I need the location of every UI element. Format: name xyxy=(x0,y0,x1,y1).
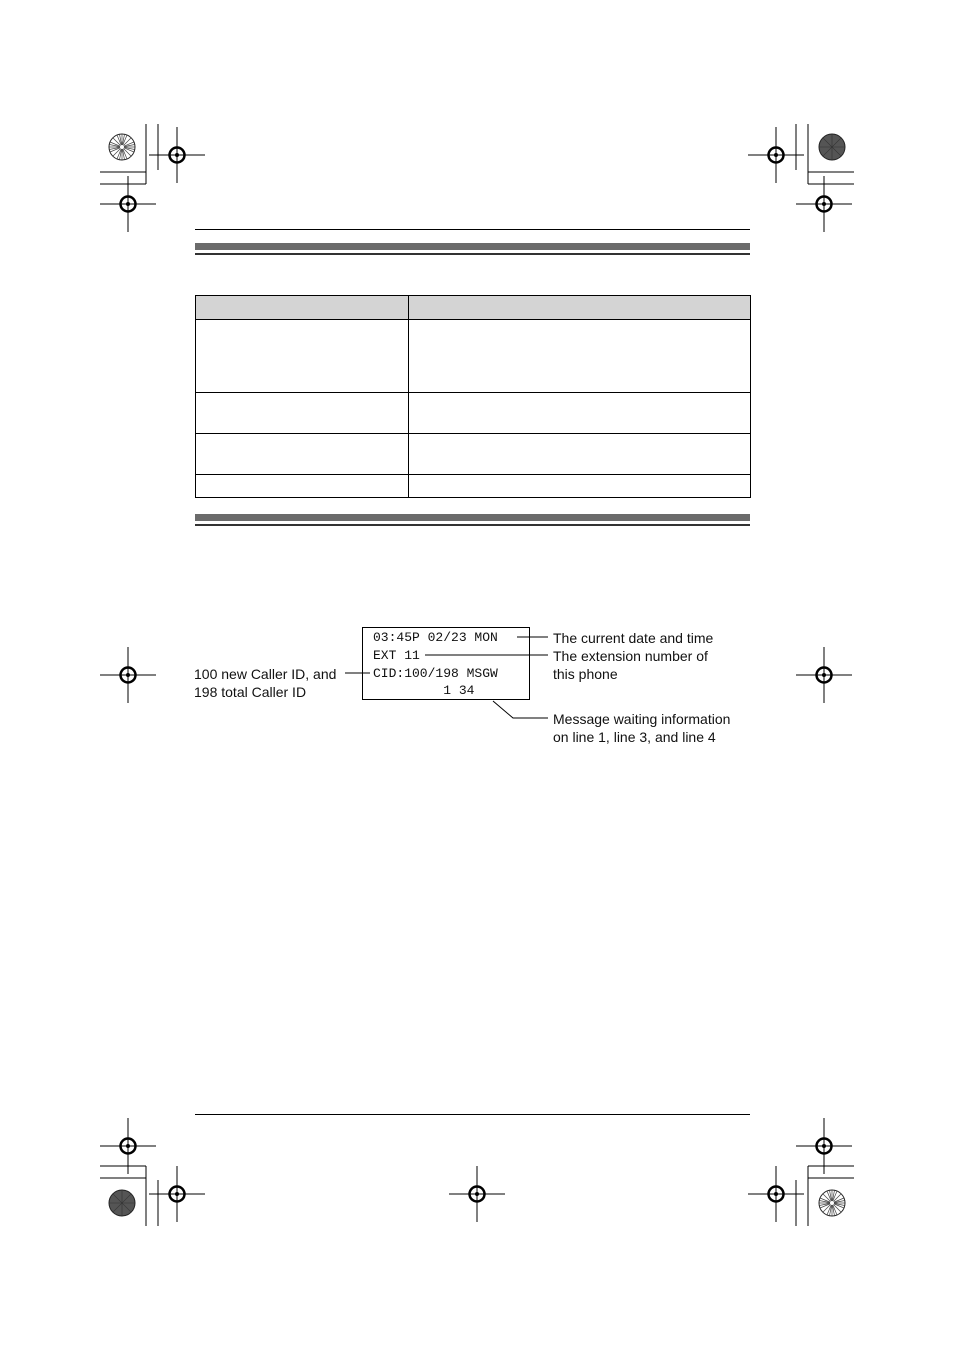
lcd-line-message-waiting: 1 34 xyxy=(373,683,475,698)
lcd-line-extension: EXT 11 xyxy=(373,648,420,663)
callout-date-time: The current date and time xyxy=(553,630,714,646)
lcd-line-caller-id: CID:100/198 MSGW xyxy=(373,666,498,681)
callout-caller-id-line2: 198 total Caller ID xyxy=(194,684,307,700)
callout-extension-line1: The extension number of xyxy=(553,648,708,664)
callout-caller-id-line1: 100 new Caller ID, and xyxy=(194,666,337,682)
lcd-line-datetime: 03:45P 02/23 MON xyxy=(373,630,498,645)
callout-message-line1: Message waiting information xyxy=(553,711,731,727)
callout-leaders xyxy=(345,637,548,718)
callout-extension-line2: this phone xyxy=(553,666,618,682)
callout-message-line2: on line 1, line 3, and line 4 xyxy=(553,729,716,745)
